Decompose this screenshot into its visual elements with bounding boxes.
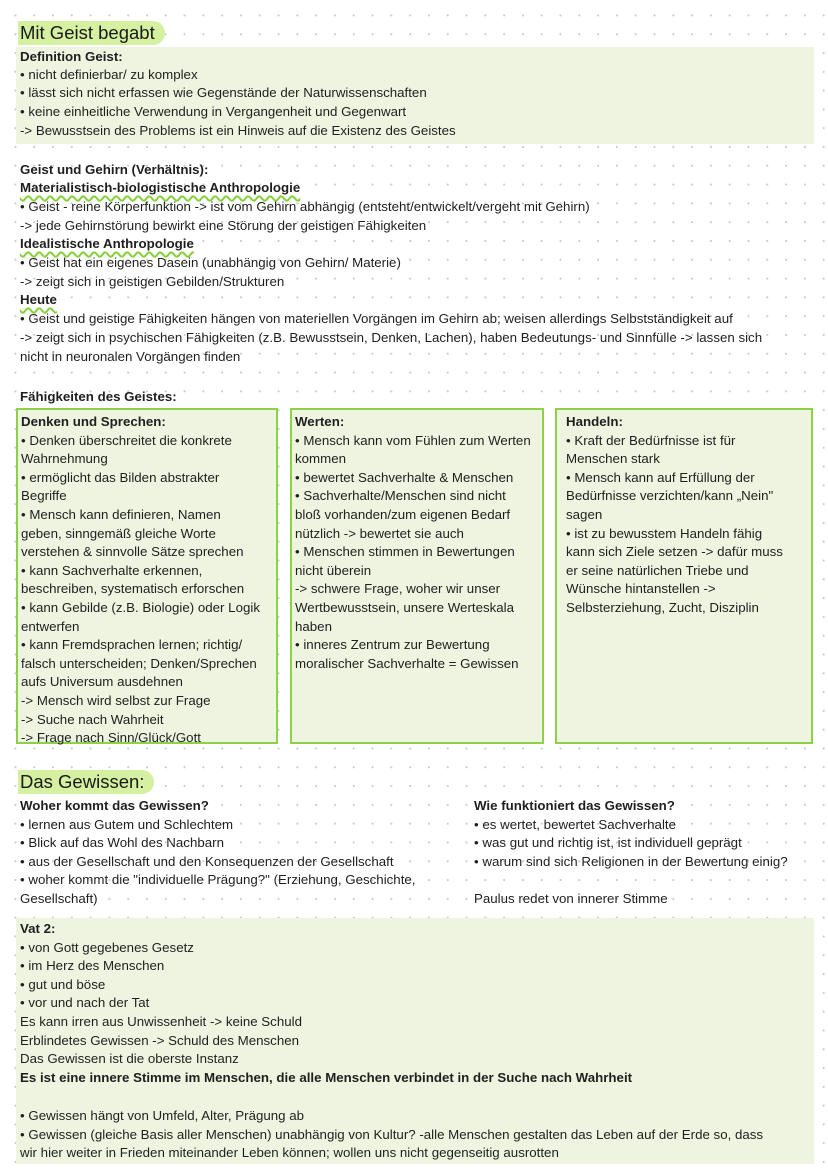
vat2-bold-statement: Es ist eine innere Stimme im Menschen, die alle Menschen verbindet in der Suche nach Wahrheit (20, 1070, 633, 1085)
vat2-line: • gut und böse (20, 977, 106, 992)
ability-box-line: • kann Sachverhalte erkennen, (21, 562, 203, 578)
vat2-line: Erblindetes Gewissen -> Schuld des Menschen (20, 1033, 300, 1048)
ability-box-line: • Sachverhalte/Menschen sind nicht (295, 488, 506, 504)
ability-box-line: nicht überein (295, 562, 372, 578)
ability-box-valuing (290, 408, 544, 744)
definition-line: • nicht definierbar/ zu komplex (20, 67, 198, 82)
vat2-line: Es kann irren aus Unwissenheit -> keine Schuld (20, 1014, 302, 1029)
ability-box-line: nützlich -> bewertet sie auch (295, 525, 464, 541)
ability-box-line: • bewertet Sachverhalte & Menschen (295, 469, 514, 485)
origin-line: Gesellschaft) (20, 890, 98, 906)
vat2-line: Das Gewissen ist die oberste Instanz (20, 1051, 239, 1066)
ability-box-line: -> Mensch wird selbst zur Frage (21, 692, 211, 708)
ability-box-thinking (16, 408, 278, 744)
origin-line: • aus der Gesellschaft und den Konsequenzen der Gesellschaft (20, 853, 394, 869)
ability-box-line: kommen (295, 451, 346, 467)
ability-box-line: -> Suche nach Wahrheit (21, 711, 164, 727)
definition-line: • lässt sich nicht erfassen wie Gegenstände der Naturwissenschaften (20, 85, 427, 100)
ability-box-line: • Mensch kann vom Fühlen zum Werten (295, 432, 531, 448)
ability-box-line: • Mensch kann auf Erfüllung der (566, 469, 755, 485)
ability-box-line: Wünsche hintanstellen -> (566, 581, 716, 597)
section-heading-geist: Mit Geist begabt (18, 21, 165, 45)
ability-box-line: • ermöglicht das Bilden abstrakter (21, 469, 220, 485)
vat2-closing-line: wir hier weiter in Frieden miteinander Leben können; wollen uns nicht gegenseitig ausrotten (20, 1145, 559, 1160)
today-title: Heute (20, 292, 57, 307)
ability-box-title: Handeln: (566, 414, 623, 429)
ability-box-line: • inneres Zentrum zur Bewertung (295, 637, 490, 653)
materialistic-line: • Geist - reine Körperfunktion -> ist vom Gehirn abhängig (entsteht/entwickelt/vergeht mit Gehirn) (20, 199, 590, 214)
materialistic-title: Materialistisch-biologistische Anthropologie (20, 180, 301, 195)
origin-line: • Blick auf das Wohl des Nachbarn (20, 835, 224, 851)
ability-box-line: aufs Universum ausdehnen (21, 674, 183, 690)
ability-box-line: Wertbewusstsein, unsere Werteskala (295, 599, 515, 615)
ability-box-title: Werten: (295, 414, 345, 429)
vat2-line: • im Herz des Menschen (20, 958, 165, 973)
ability-box-line: verstehen & sinnvolle Sätze sprechen (21, 544, 244, 560)
function-title: Wie funktioniert das Gewissen? (474, 798, 675, 813)
today-line: -> zeigt sich in psychischen Fähigkeiten (z.B. Bewusstsein, Denken, Lachen), haben Bedeutungs- und Sinnfülle -> lassen sich (20, 330, 763, 345)
vat2-title: Vat 2: (20, 921, 56, 936)
origin-title: Woher kommt das Gewissen? (20, 798, 209, 813)
section-heading-gewissen: Das Gewissen: (18, 770, 154, 794)
today-line: • Geist und geistige Fähigkeiten hängen von materiellen Vorgängen im Gehirn ab; weisen allerdings Selbstständigkeit auf (20, 311, 733, 326)
origin-column (20, 797, 415, 909)
ability-box-line: • Menschen stimmen in Bewertungen (295, 544, 515, 560)
ability-box-line: er seine natürlichen Triebe und (566, 562, 749, 578)
ability-box-line: • kann Gebilde (z.B. Biologie) oder Logik (21, 599, 260, 615)
function-line: • es wertet, bewertet Sachverhalte (474, 816, 676, 832)
ability-box-line: • Mensch kann definieren, Namen (21, 506, 221, 522)
idealistic-line: -> zeigt sich in geistigen Gebilden/Strukturen (20, 274, 285, 289)
ability-box-line: Selbsterziehung, Zucht, Disziplin (566, 599, 759, 615)
ability-box-line: geben, sinngemäß gleiche Worte (21, 525, 216, 541)
idealistic-title: Idealistische Anthropologie (20, 236, 194, 251)
geist-gehirn-title: Geist und Gehirn (Verhältnis): (20, 162, 209, 177)
function-column (474, 797, 788, 909)
ability-box-line: falsch unterscheiden; Denken/Sprechen (21, 655, 257, 671)
today-line: nicht in neuronalen Vorgängen finden (20, 349, 241, 364)
ability-box-line: bloß vorhanden/zum eigenen Bedarf (295, 506, 511, 522)
vat2-closing-line: • Gewissen (gleiche Basis aller Menschen) unabhängig von Kultur? -alle Menschen gestalten das Leben auf der Erde so, dass (20, 1127, 764, 1142)
vat2-line: • vor und nach der Tat (20, 995, 150, 1010)
function-spacer (474, 871, 788, 890)
ability-box-line: Begriffe (21, 488, 67, 504)
ability-box-line: • Kraft der Bedürfnisse ist für (566, 432, 736, 448)
ability-box-line: beschreiben, systematisch erforschen (21, 581, 245, 597)
ability-box-line: Bedürfnisse verzichten/kann „Nein" (566, 488, 774, 504)
definition-line: -> Bewusstsein des Problems ist ein Hinweis auf die Existenz des Geistes (20, 123, 456, 138)
definition-title: Definition Geist: (20, 49, 123, 64)
vat2-closing-line: • Gewissen hängt von Umfeld, Alter, Prägung ab (20, 1108, 305, 1123)
ability-box-line: -> schwere Frage, woher wir unser (295, 581, 501, 597)
ability-box-line: sagen (566, 506, 603, 522)
ability-box-title: Denken und Sprechen: (21, 414, 166, 429)
vat2-line: • von Gott gegebenes Gesetz (20, 940, 194, 955)
function-line: • was gut und richtig ist, ist individuell geprägt (474, 835, 742, 851)
ability-box-line: • Denken überschreitet die konkrete (21, 432, 232, 448)
function-line: • warum sind sich Religionen in der Bewertung einig? (474, 853, 788, 869)
ability-box-line: • kann Fremdsprachen lernen; richtig/ (21, 637, 243, 653)
ability-box-line: entwerfen (21, 618, 80, 634)
idealistic-line: • Geist hat ein eigenes Dasein (unabhängig von Gehirn/ Materie) (20, 255, 401, 270)
materialistic-line: -> jede Gehirnstörung bewirkt eine Störung der geistigen Fähigkeiten (20, 218, 427, 233)
ability-box-line: -> Frage nach Sinn/Glück/Gott (21, 730, 201, 746)
ability-box-line: moralischer Sachverhalte = Gewissen (295, 655, 519, 671)
paulus-note: Paulus redet von innerer Stimme (474, 890, 668, 906)
origin-line: • lernen aus Gutem und Schlechtem (20, 816, 234, 832)
ability-box-line: kann sich Ziele setzen -> dafür muss (566, 544, 783, 560)
ability-box-line: Menschen stark (566, 451, 660, 467)
definition-line: • keine einheitliche Verwendung in Vergangenheit und Gegenwart (20, 104, 407, 119)
abilities-title: Fähigkeiten des Geistes: (20, 389, 177, 404)
origin-line: • woher kommt die "individuelle Prägung?" (Erziehung, Geschichte, (20, 872, 416, 888)
ability-box-line: • ist zu bewusstem Handeln fähig (566, 525, 763, 541)
ability-box-acting (555, 408, 813, 744)
ability-box-line: Wahrnehmung (21, 451, 108, 467)
ability-box-line: haben (295, 618, 332, 634)
